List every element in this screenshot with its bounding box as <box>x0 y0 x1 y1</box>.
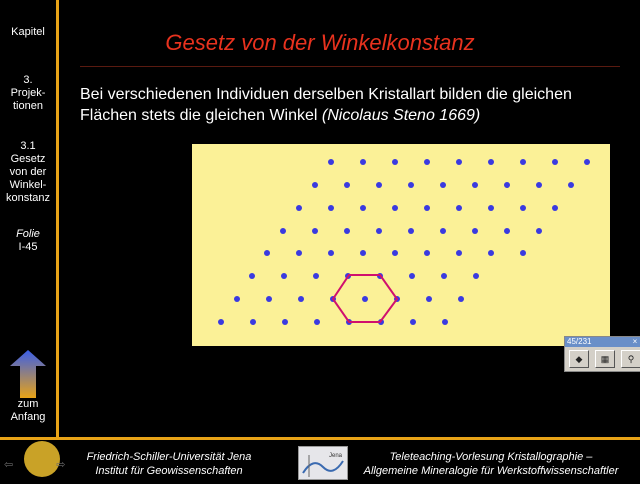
lattice-dot <box>264 250 270 256</box>
horizontal-divider <box>0 437 640 440</box>
lattice-dot <box>440 182 446 188</box>
title-underline <box>80 66 620 67</box>
lattice-dot <box>376 228 382 234</box>
lattice-dot <box>568 182 574 188</box>
chapter-line: 3. <box>23 74 33 86</box>
lattice-dot <box>360 159 366 165</box>
section-line: Winkel- <box>9 179 47 191</box>
footer-course-line-2: Allgemeine Mineralogie für Werkstoffwissenschaftler <box>363 465 619 477</box>
lattice-dot <box>458 296 464 302</box>
footer-institute: Institut für Geowissenschaften <box>95 465 243 477</box>
geowissenschaften-logo-icon <box>298 446 348 480</box>
footer-course <box>346 450 636 478</box>
lattice-dot <box>344 228 350 234</box>
lattice-dot <box>296 250 302 256</box>
lattice-dot <box>520 159 526 165</box>
lattice-dot <box>328 159 334 165</box>
page-title: Gesetz von der Winkelkonstanz <box>165 30 475 55</box>
popup-search-icon[interactable]: ⚲ <box>621 350 640 368</box>
lattice-dot <box>312 182 318 188</box>
section-line: konstanz <box>5 192 51 204</box>
lattice-dot <box>392 250 398 256</box>
sidebar-chapter[interactable] <box>0 74 56 113</box>
chapter-line: Projek- <box>10 87 46 99</box>
chapter-line: tionen <box>13 100 43 112</box>
footer-university: Friedrich-Schiller-Universität Jena <box>86 451 252 463</box>
lattice-dot <box>504 182 510 188</box>
lattice-dot <box>312 228 318 234</box>
lattice-dot <box>314 319 320 325</box>
lattice-dot <box>584 159 590 165</box>
popup-close-icon[interactable]: × <box>632 337 638 346</box>
lattice-dot <box>296 205 302 211</box>
lattice-dot <box>504 228 510 234</box>
logo-graphic <box>299 447 347 479</box>
body-citation: (Nicolaus Steno 1669) <box>321 107 481 124</box>
lattice-dot <box>392 159 398 165</box>
lattice-dot <box>552 159 558 165</box>
section-line: Gesetz <box>10 153 46 165</box>
lattice-dot <box>536 228 542 234</box>
sidebar <box>0 0 56 436</box>
lattice-dot <box>473 273 479 279</box>
sidebar-folie-number: I-45 <box>18 241 38 253</box>
up-arrow-icon[interactable] <box>10 350 46 398</box>
lattice-dot <box>392 205 398 211</box>
lattice-dot <box>328 250 334 256</box>
lattice-dot <box>218 319 224 325</box>
lattice-dot <box>282 319 288 325</box>
nav-arrows <box>4 458 66 471</box>
lattice-dot <box>441 273 447 279</box>
body-line-2-plain: Flächen stets die gleichen Winkel <box>80 107 322 124</box>
sidebar-kapitel[interactable]: Kapitel <box>11 26 45 38</box>
back-arrow-icon[interactable]: ⇦ <box>4 459 14 471</box>
footer-institution <box>74 450 264 478</box>
lattice-dot <box>536 182 542 188</box>
section-line: von der <box>9 166 47 178</box>
lattice-dots <box>218 159 590 325</box>
body-line-2 <box>80 105 630 126</box>
lattice-dot <box>409 273 415 279</box>
lattice-diagram <box>192 144 610 346</box>
lattice-panel <box>192 144 610 346</box>
lattice-dot <box>520 250 526 256</box>
sidebar-section[interactable] <box>0 140 56 205</box>
lattice-dot <box>249 273 255 279</box>
lattice-dot <box>456 159 462 165</box>
sidebar-anfang[interactable]: Anfang <box>10 411 46 423</box>
lattice-dot <box>488 250 494 256</box>
lattice-dot <box>520 205 526 211</box>
lattice-dot <box>266 296 272 302</box>
lattice-dot <box>234 296 240 302</box>
lattice-dot <box>488 205 494 211</box>
lattice-dot <box>424 205 430 211</box>
lattice-dot <box>426 296 432 302</box>
lattice-dot <box>298 296 304 302</box>
popup-prev-icon[interactable]: ◆ <box>569 350 589 368</box>
lattice-dot <box>408 182 414 188</box>
popup-menu-icon[interactable]: ▦ <box>595 350 615 368</box>
section-line: 3.1 <box>20 140 36 152</box>
lattice-dot <box>440 228 446 234</box>
lattice-dot <box>360 205 366 211</box>
lattice-dot <box>488 159 494 165</box>
lattice-dot <box>456 205 462 211</box>
lattice-dot <box>552 205 558 211</box>
lattice-dot <box>281 273 287 279</box>
sidebar-zum[interactable]: zum <box>17 398 39 410</box>
logo-text: Jena <box>329 453 343 459</box>
lattice-dot <box>376 182 382 188</box>
lattice-dot <box>313 273 319 279</box>
lattice-dot <box>456 250 462 256</box>
body-text <box>80 84 630 126</box>
lattice-dot <box>424 159 430 165</box>
slide-counter: 45/231 <box>567 337 592 346</box>
lattice-dot <box>472 228 478 234</box>
lattice-dot <box>328 205 334 211</box>
lattice-dot <box>362 296 368 302</box>
slide-counter-popup <box>564 336 640 372</box>
footer-course-line-1: Teleteaching-Vorlesung Kristallographie – <box>389 451 593 463</box>
lattice-dot <box>360 250 366 256</box>
lattice-dot <box>280 228 286 234</box>
lattice-dot <box>344 182 350 188</box>
lattice-dot <box>408 228 414 234</box>
sidebar-folie: Folie <box>16 228 40 240</box>
lattice-dot <box>250 319 256 325</box>
lattice-dot <box>442 319 448 325</box>
lattice-dot <box>424 250 430 256</box>
body-line-1: Bei verschiedenen Individuen derselben Kristallart bilden die gleichen <box>80 86 572 103</box>
popup-titlebar <box>565 337 640 347</box>
lattice-dot <box>410 319 416 325</box>
vertical-divider <box>56 0 59 440</box>
forward-arrow-icon[interactable]: ⇨ <box>56 459 66 471</box>
lattice-dot <box>472 182 478 188</box>
